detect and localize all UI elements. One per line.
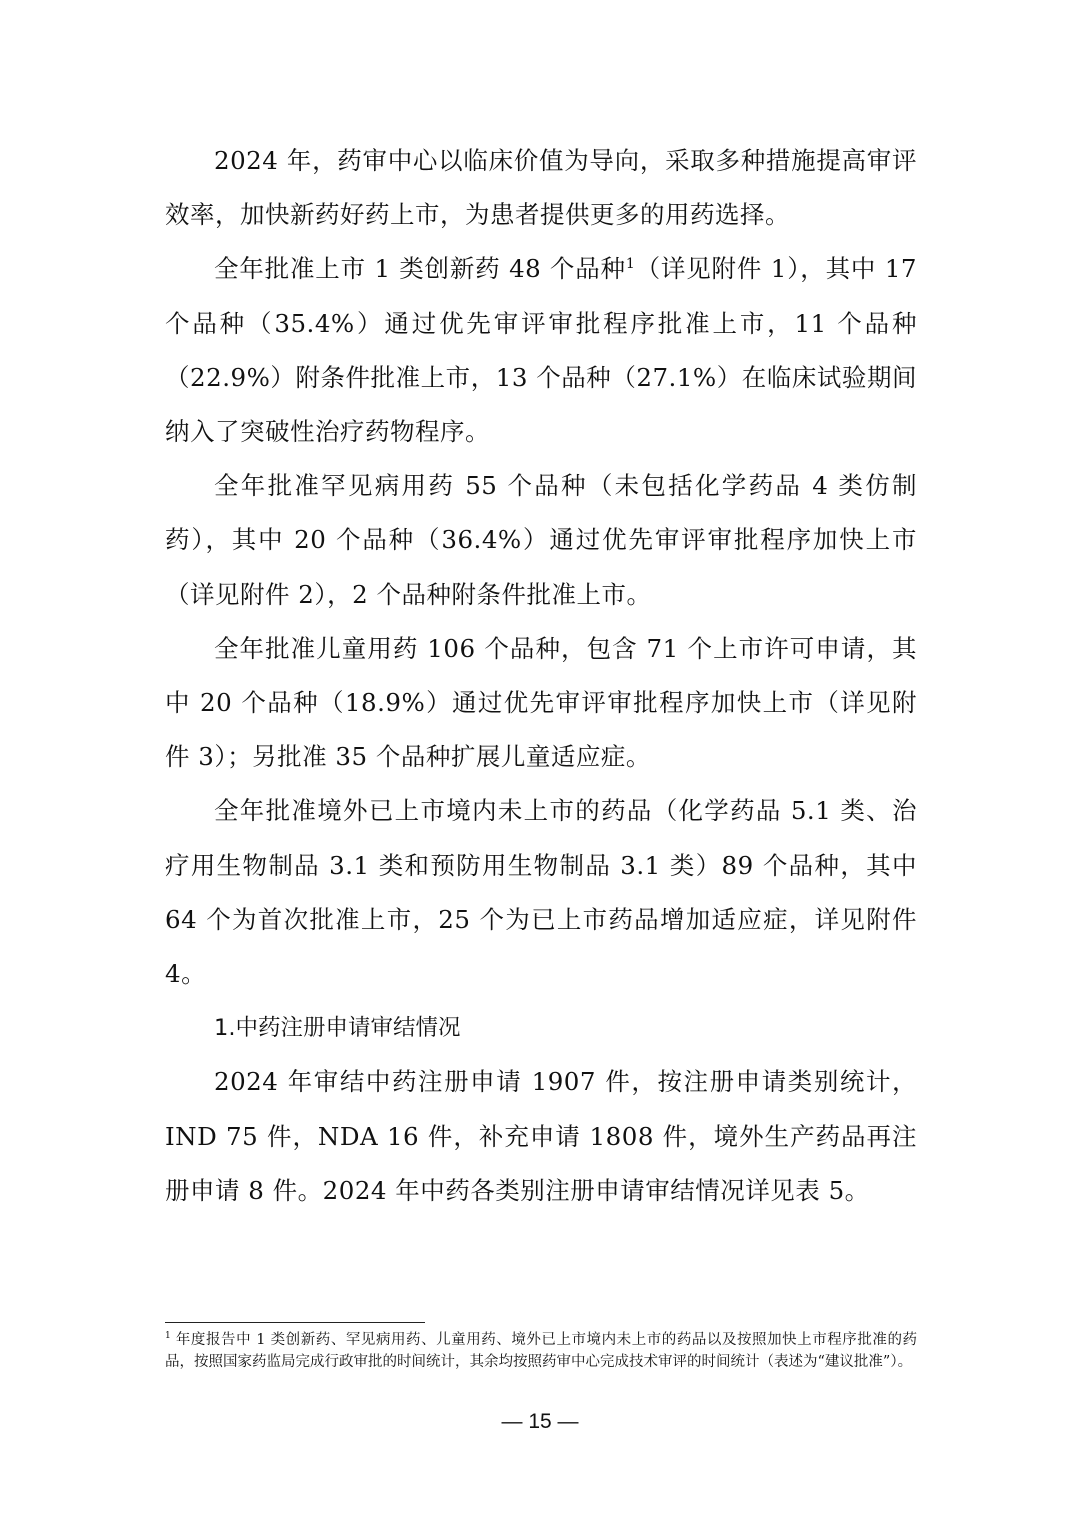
footnote-divider <box>165 1322 425 1323</box>
paragraph-overview: 2024 年，药审中心以临床价值为导向，采取多种措施提高审评效率，加快新药好药上市，为患者提供更多的用药选择。 <box>165 146 917 230</box>
section-heading: 1.中药注册申请审结情况 <box>214 1015 461 1042</box>
paragraph-innovative-drugs <box>165 242 917 459</box>
footnote-marker: 1 <box>165 1331 171 1341</box>
paragraph-overseas-drugs: 全年批准境外已上市境内未上市的药品（化学药品 5.1 类、治疗用生物制品 3.1 类和预防用生物制品 3.1 类）89 个品种，其中 64 个为首次批准上市，25 个为已上市药品增加适应症，详见附件 4。 <box>165 796 917 989</box>
footnote-reference[interactable]: 1 <box>625 256 636 273</box>
paragraph-innovative-drugs-rest: （详见附件 1），其中 17 个品种（35.4%）通过优先审评审批程序批准上市，11 个品种（22.9%）附条件批准上市，13 个品种（27.1%）在临床试验期间纳入了突破性治疗药物程序。 <box>165 254 917 447</box>
paragraph-pediatric-drugs: 全年批准儿童用药 106 个品种，包含 71 个上市许可申请，其中 20 个品种（18.9%）通过优先审评审批程序加快上市（详见附件 3）；另批准 35 个品种扩展儿童适应症。 <box>165 633 917 772</box>
paragraph-innovative-drugs-start: 全年批准上市 1 类创新药 48 个品种 <box>214 254 626 284</box>
paragraph-rare-disease-drugs: 全年批准罕见病用药 55 个品种（未包括化学药品 4 类仿制药），其中 20 个品种（36.4%）通过优先审评审批程序加快上市（详见附件 2），2 个品种附条件批准上市。 <box>165 471 917 609</box>
footnote <box>165 1329 917 1373</box>
page-number: — 15 — <box>501 1410 579 1433</box>
footnote-text: 年度报告中 1 类创新药、罕见病用药、儿童用药、境外已上市境内未上市的药品以及按照加快上市程序批准的药品，按照国家药监局完成行政审批的时间统计，其余均按照药审中心完成技术审评的时间统计（表述为“建议批准”）。 <box>165 1332 917 1370</box>
paragraph-tcm-registration: 2024 年审结中药注册申请 1907 件，按注册申请类别统计，IND 75 件，NDA 16 件，补充申请 1808 件，境外生产药品再注册申请 8 件。2024 年中药各类别注册申请审结情况详见表 5。 <box>165 1067 917 1205</box>
body-text <box>165 134 917 1218</box>
